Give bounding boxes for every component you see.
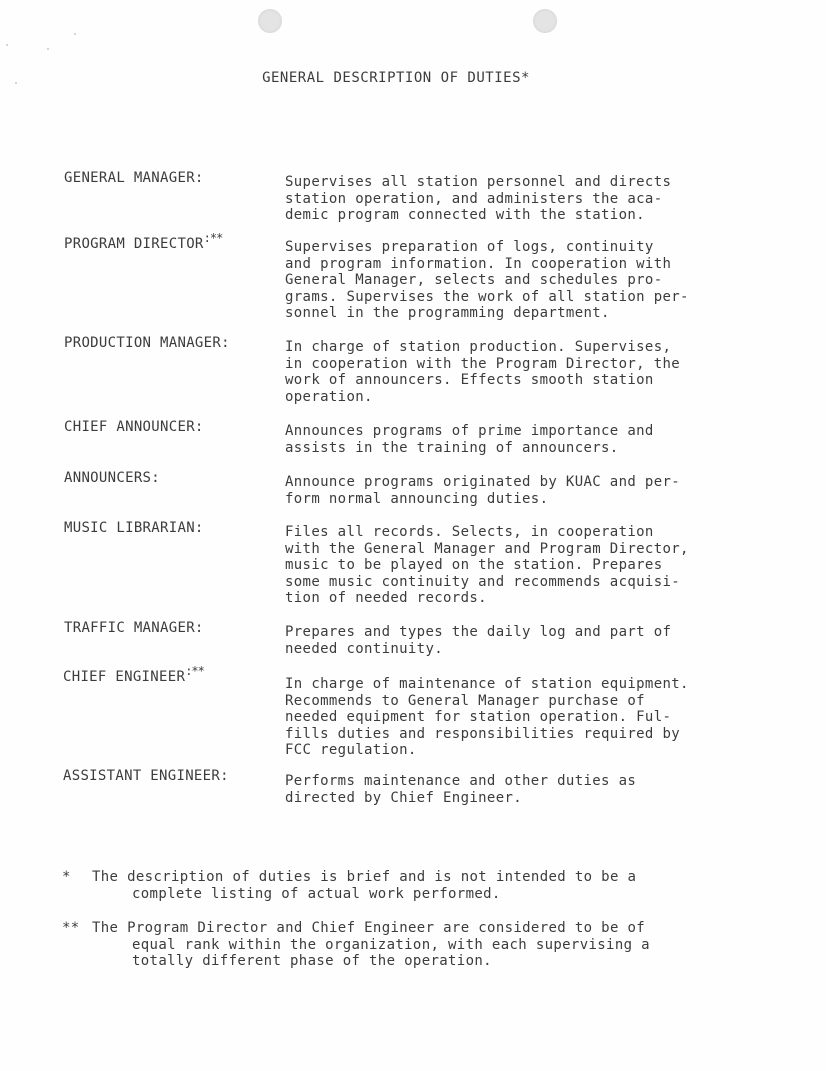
role-description: Prepares and types the daily log and part of needed continuity. [285,624,672,657]
footnote-marker: :** [203,231,223,245]
role-label: MUSIC LIBRARIAN: [64,520,204,536]
paper-speck [47,48,49,50]
binder-hole-left [258,9,282,33]
role-label: CHIEF ANNOUNCER: [64,419,204,435]
role-description: Files all records. Selects, in cooperation with the General Manager and Program Director, music to be played on the station. Prepares some music continuity and recommends acquisi- tion of needed records. [285,524,689,606]
footnote-symbol: * [62,869,71,885]
footnote-text: The Program Director and Chief Engineer are considered to be of equal rank within the organization, with each supervising a totally different phase of the operation. [92,920,650,969]
role-label: PROGRAM DIRECTOR:** [64,231,223,252]
binder-hole-right [533,9,557,33]
role-label: PRODUCTION MANAGER: [64,335,230,351]
role-label: GENERAL MANAGER: [64,170,204,186]
role-label: ANNOUNCERS: [64,470,161,486]
role-description: Announce programs originated by KUAC and per- form normal announcing duties. [285,474,681,507]
role-description: Supervises all station personnel and directs station operation, and administers the aca- demic program connected with the station. [285,174,672,223]
role-description: Performs maintenance and other duties as directed by Chief Engineer. [285,773,637,806]
role-description: In charge of station production. Supervises, in cooperation with the Program Director, the work of announcers. Effects smooth station operation. [285,339,681,405]
role-description: In charge of maintenance of station equipment. Recommends to General Manager purchase of needed equipment for station operation. Ful- fills duties and responsibilities required by FCC regulation. [285,676,689,758]
paper-speck [74,33,76,35]
page-title: GENERAL DESCRIPTION OF DUTIES* [262,70,530,86]
footnote-text: The description of duties is brief and is not intended to be a complete listing of actual work performed. [92,869,637,902]
role-label: CHIEF ENGINEER:** [63,664,204,685]
role-label: ASSISTANT ENGINEER: [63,768,229,784]
role-description: Supervises preparation of logs, continuity and program information. In cooperation with General Manager, selects and schedules pro- grams. Supervises the work of all station per- sonnel in the programming department. [285,239,689,321]
role-description: Announces programs of prime importance and assists in the training of announcers. [285,423,654,456]
role-label: TRAFFIC MANAGER: [64,620,204,636]
footnote-marker: :** [185,664,204,678]
paper-speck [6,44,8,46]
footnote-symbol: ** [62,920,80,936]
